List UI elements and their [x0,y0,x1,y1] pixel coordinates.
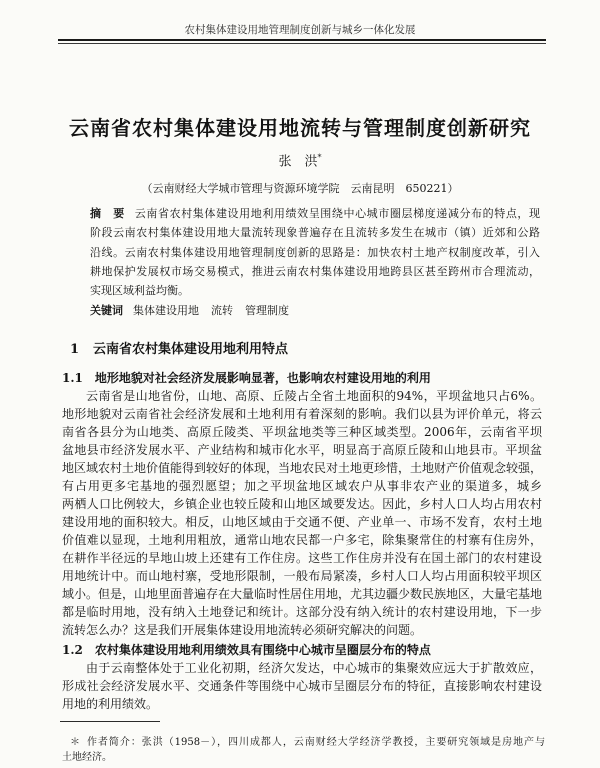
section-title: 云南省农村集体建设用地利用特点 [93,342,289,357]
paragraph-line: 有占用更多宅基地的强烈愿望；加之平坝盆地区域农户从事非农产业的渠道多，城乡 [62,479,542,493]
keyword: 流转 [211,304,233,317]
paragraph-line: 流转怎么办？这是我们开展集体建设用地流转必须研究解决的问题。 [62,623,423,637]
subsection-heading [62,642,431,658]
abstract-line: 耕地保护发展权市场交易模式，推进云南农村集体建设用地跨县区甚至跨州市合理流动， [90,265,540,278]
section-number: 1 [70,342,80,357]
paragraph-line: 云南省是山地省份，山地、高原、丘陵占全省土地面积的94%，平坝盆地只占6%。 [86,389,542,403]
paragraph-line: 域小。但是，山地里面普遍存在大量临时性居住用地，尤其边疆少数民族地区，大量宅基地 [62,587,543,601]
header-rule-thin [58,43,546,44]
paragraph-line: 两栖人口比例较大，乡镇企业也较丘陵和山地区域要发达。因此，乡村人口人均占用农村 [62,497,542,511]
footnote-text: 作者简介：张洪（1958－），四川成都人，云南财经大学经济学教授，主要研究领域是房地产与 [86,737,546,748]
subsection-title: 农村集体建设用地利用绩效具有围绕中心城市呈圈层分布的特点 [94,643,431,657]
paragraph-line: 建设用地的面积较大。相反，山地区域由于交通不便、产业单一、市场不发育，农村土地 [62,515,542,529]
keyword: 集体建设用地 [133,304,199,317]
paper-title: 云南省农村集体建设用地流转与管理制度创新研究 [69,116,531,140]
paragraph-line: 地形地貌对云南省社会经济发展和土地利用有着深刻的影响。我们以县为评价单元，将云 [62,407,542,421]
paragraph-line: 用地统计中。而山地村寨，受地形限制，一般布局紧凑，乡村人口人均占用面积较平坝区 [62,569,542,583]
subsection-number: 1.2 [62,643,83,657]
footnote-line: 土地经济。 [62,752,112,763]
author-line [0,149,600,170]
paragraph-line: 在耕作半径远的旱地山坡上还建有工作住房。这些工作住房并没有在国土部门的农村建设 [62,551,542,565]
subsection-number: 1.1 [62,371,83,385]
abstract-line: 沿线。云南农村集体建设用地管理制度创新的思路是：加快农村土地产权制度改革，引入 [90,246,540,259]
author-footnote-mark: * [317,153,322,162]
abstract-line: 实现区域利益均衡。 [90,284,189,297]
subsection-heading [62,370,431,386]
abstract-line [90,206,540,221]
header-rule [58,39,546,41]
abstract-label: 摘 要 [90,207,125,220]
author-name: 张 洪 [278,154,318,170]
paragraph-line: 形成社会经济发展水平、交通条件等围绕中心城市呈圈层分布的特征，直接影响农村建设 [62,679,542,693]
paragraph-line: 盆地县市经济发展水平、产业结构和城市化水平，明显高于高原丘陵和山地县市。平坝盆 [62,443,542,457]
affiliation: （云南财经大学城市管理与资源环境学院 云南昆明 650221） [141,182,459,195]
section-heading [70,341,288,358]
keyword: 管理制度 [245,304,289,317]
paragraph-line: 地区域农村土地价值能得到较好的体现，当地农民对土地更珍惜，土地财产价值观念较强， [62,461,543,475]
abstract-line: 阶段云南农村集体建设用地大量流转现象普遍存在且流转多发生在城市（镇）近郊和公路 [90,226,540,239]
paragraph-line: 用地的利用绩效。 [62,697,159,711]
paragraph-line: 都是临时用地，没有纳入土地登记和统计。这部分没有纳入统计的农村建设用地，下一步 [62,605,542,619]
footnote-rule [60,721,160,722]
abstract-text: 云南省农村集体建设用地利用绩效呈围绕中心城市圈层梯度递减分布的特点，现 [134,207,541,220]
footnote-line [70,736,545,750]
paragraph-line: 南省各县分为山地类、高原丘陵类、平坝盆地类等三种区域类型。2006年，云南省平坝 [62,425,542,439]
paragraph-line: 价值难以显现，土地利用粗放，通常山地农民都一户多宅，除集聚常住的村寨有住房外， [62,533,542,547]
footnote-mark: ＊ [70,737,81,748]
keywords-line [90,303,540,318]
keywords-label: 关键词 [90,304,123,317]
subsection-title: 地形地貌对社会经济发展影响显著，也影响农村建设用地的利用 [94,371,431,385]
running-header: 农村集体建设用地管理制度创新与城乡一体化发展 [184,24,416,36]
paragraph-line: 由于云南整体处于工业化初期，经济欠发达，中心城市的集聚效应远大于扩散效应， [86,661,542,675]
